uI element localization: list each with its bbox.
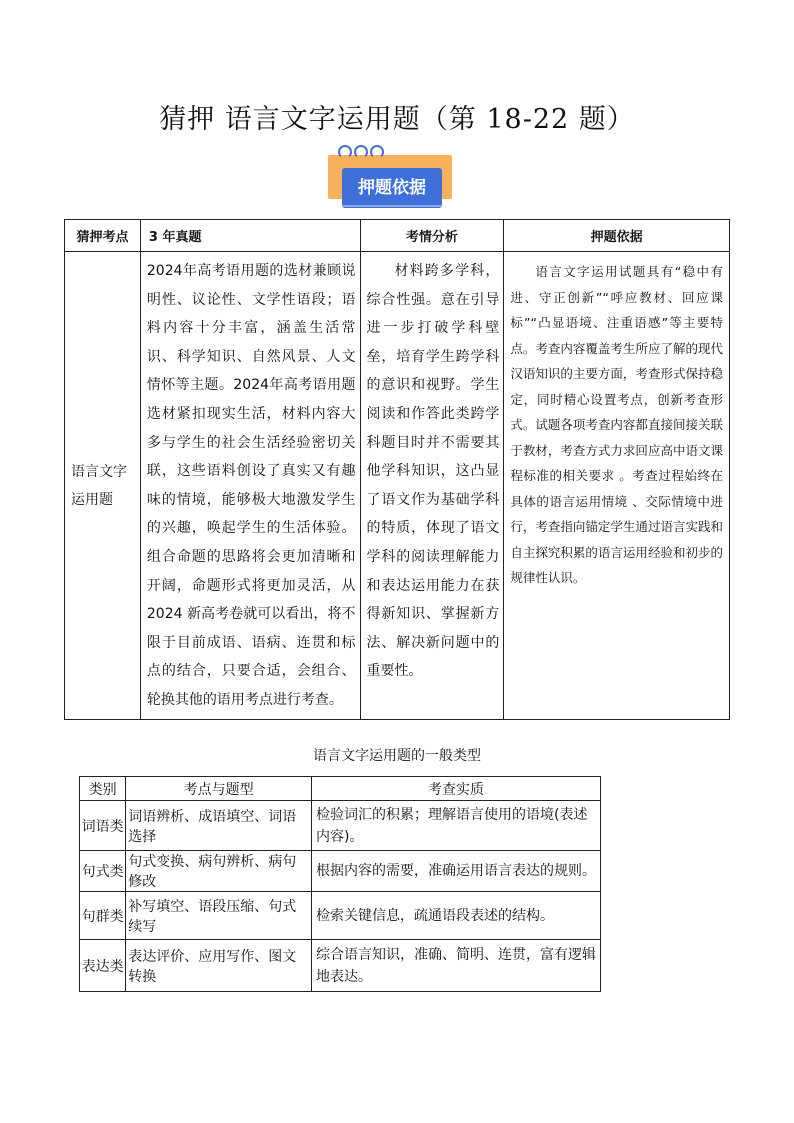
header-zhenti: 3 年真题 — [140, 220, 360, 252]
header-topic: 猜押考点 — [65, 220, 141, 252]
category-cell: 表达类 — [80, 940, 126, 992]
essence-cell: 根据内容的需要，准确运用语言表达的规则。 — [311, 851, 600, 892]
header-category: 类别 — [80, 777, 126, 801]
page-title: 猜押 语言文字运用题（第 18-22 题） — [159, 104, 635, 135]
points-cell: 句式变换、病句辨析、病句修改 — [126, 851, 312, 892]
table-row — [80, 940, 601, 992]
kaoqing-cell — [360, 252, 504, 720]
zhenti-text: 2024年高考语用题的选材兼顾说明性、议论性、文学性语段；语料内容十分丰富，涵盖生活常识、科学知识、自然风景、人文情怀等主题。2024年高考语用题选材紧扣现实生活，材料内容大多与学生的社会生活经验密切关联，这些语料创设了真实又有趣味的情境，能够极大地激发学生的兴趣，唤起学生的生活体验。组合命题的思路将会更加清晰和开阔，命题形式将更加灵活，从 2024 新高考卷就可以看出，将不限于目前成语、语病、连贯和标点的结合，只要合适，会组合、轮换其他的语用考点进行考查。 — [146, 263, 356, 708]
points-cell: 词语辨析、成语填空、词语选择 — [126, 801, 312, 851]
table-row — [80, 801, 601, 851]
kaoqing-text: 材料跨多学科，综合性强。意在引导进一步打破学科壁垒，培育学生跨学科的意识和视野。学生阅读和作答此类跨学科题目时并不需要其他学科知识，这凸显了语文作为基础学科的特质，体现了语文学科的阅读理解能力和表达运用能力在获得新知识、掌握新方法、解决新问题中的重要性。 — [366, 263, 500, 680]
ring-icon — [370, 145, 384, 159]
yati-text: 语言文字运用试题具有“稳中有进、守正创新”“呼应教材、回应课标”“凸显语境、注重语感”等主要特点。考查内容覆盖考生所应了解的现代汉语知识的主要方面，考查形式保持稳定，同时精心设置考点，创新考查形式。试题各项考查内容都直接间接关联于教材，考查方式力求回应高中语文课程标准的相关要求 。考查过程始终在具体的语言运用情境 、交际情境中进行，考查指向锚定学生通过语言实践和自主探究积累的语言运用经验和初步的规律性认识。 — [510, 264, 723, 585]
category-cell: 词语类 — [80, 801, 126, 851]
header-points: 考点与题型 — [126, 777, 312, 801]
section-badge — [328, 143, 458, 213]
header-essence: 考查实质 — [311, 777, 600, 801]
table-row — [80, 892, 601, 940]
header-yati: 押题依据 — [504, 220, 730, 252]
points-cell: 表达评价、应用写作、图文转换 — [126, 940, 312, 992]
essence-cell: 综合语言知识，准确、简明、连贯，富有逻辑地表达。 — [311, 940, 600, 992]
topic-cell: 语言文字运用题 — [65, 252, 141, 720]
points-cell: 补写填空、语段压缩、句式续写 — [126, 892, 312, 940]
yati-cell — [504, 252, 730, 720]
badge-underline — [342, 205, 442, 207]
table-caption: 语言文字运用题的一般类型 — [313, 748, 481, 764]
ring-icon — [338, 145, 352, 159]
types-table — [79, 776, 601, 992]
ring-icon — [354, 145, 368, 159]
prediction-table — [64, 219, 730, 720]
category-cell: 句式类 — [80, 851, 126, 892]
table-header-row — [65, 220, 730, 252]
table-row — [65, 252, 730, 720]
table-header-row — [80, 777, 601, 801]
category-cell: 句群类 — [80, 892, 126, 940]
header-kaoqing: 考情分析 — [360, 220, 504, 252]
zhenti-cell — [140, 252, 360, 720]
essence-cell: 检索关键信息，疏通语段表述的结构。 — [311, 892, 600, 940]
badge-label: 押题依据 — [342, 168, 442, 208]
essence-cell: 检验词汇的积累；理解语言使用的语境(表述内容)。 — [311, 801, 600, 851]
table-row — [80, 851, 601, 892]
